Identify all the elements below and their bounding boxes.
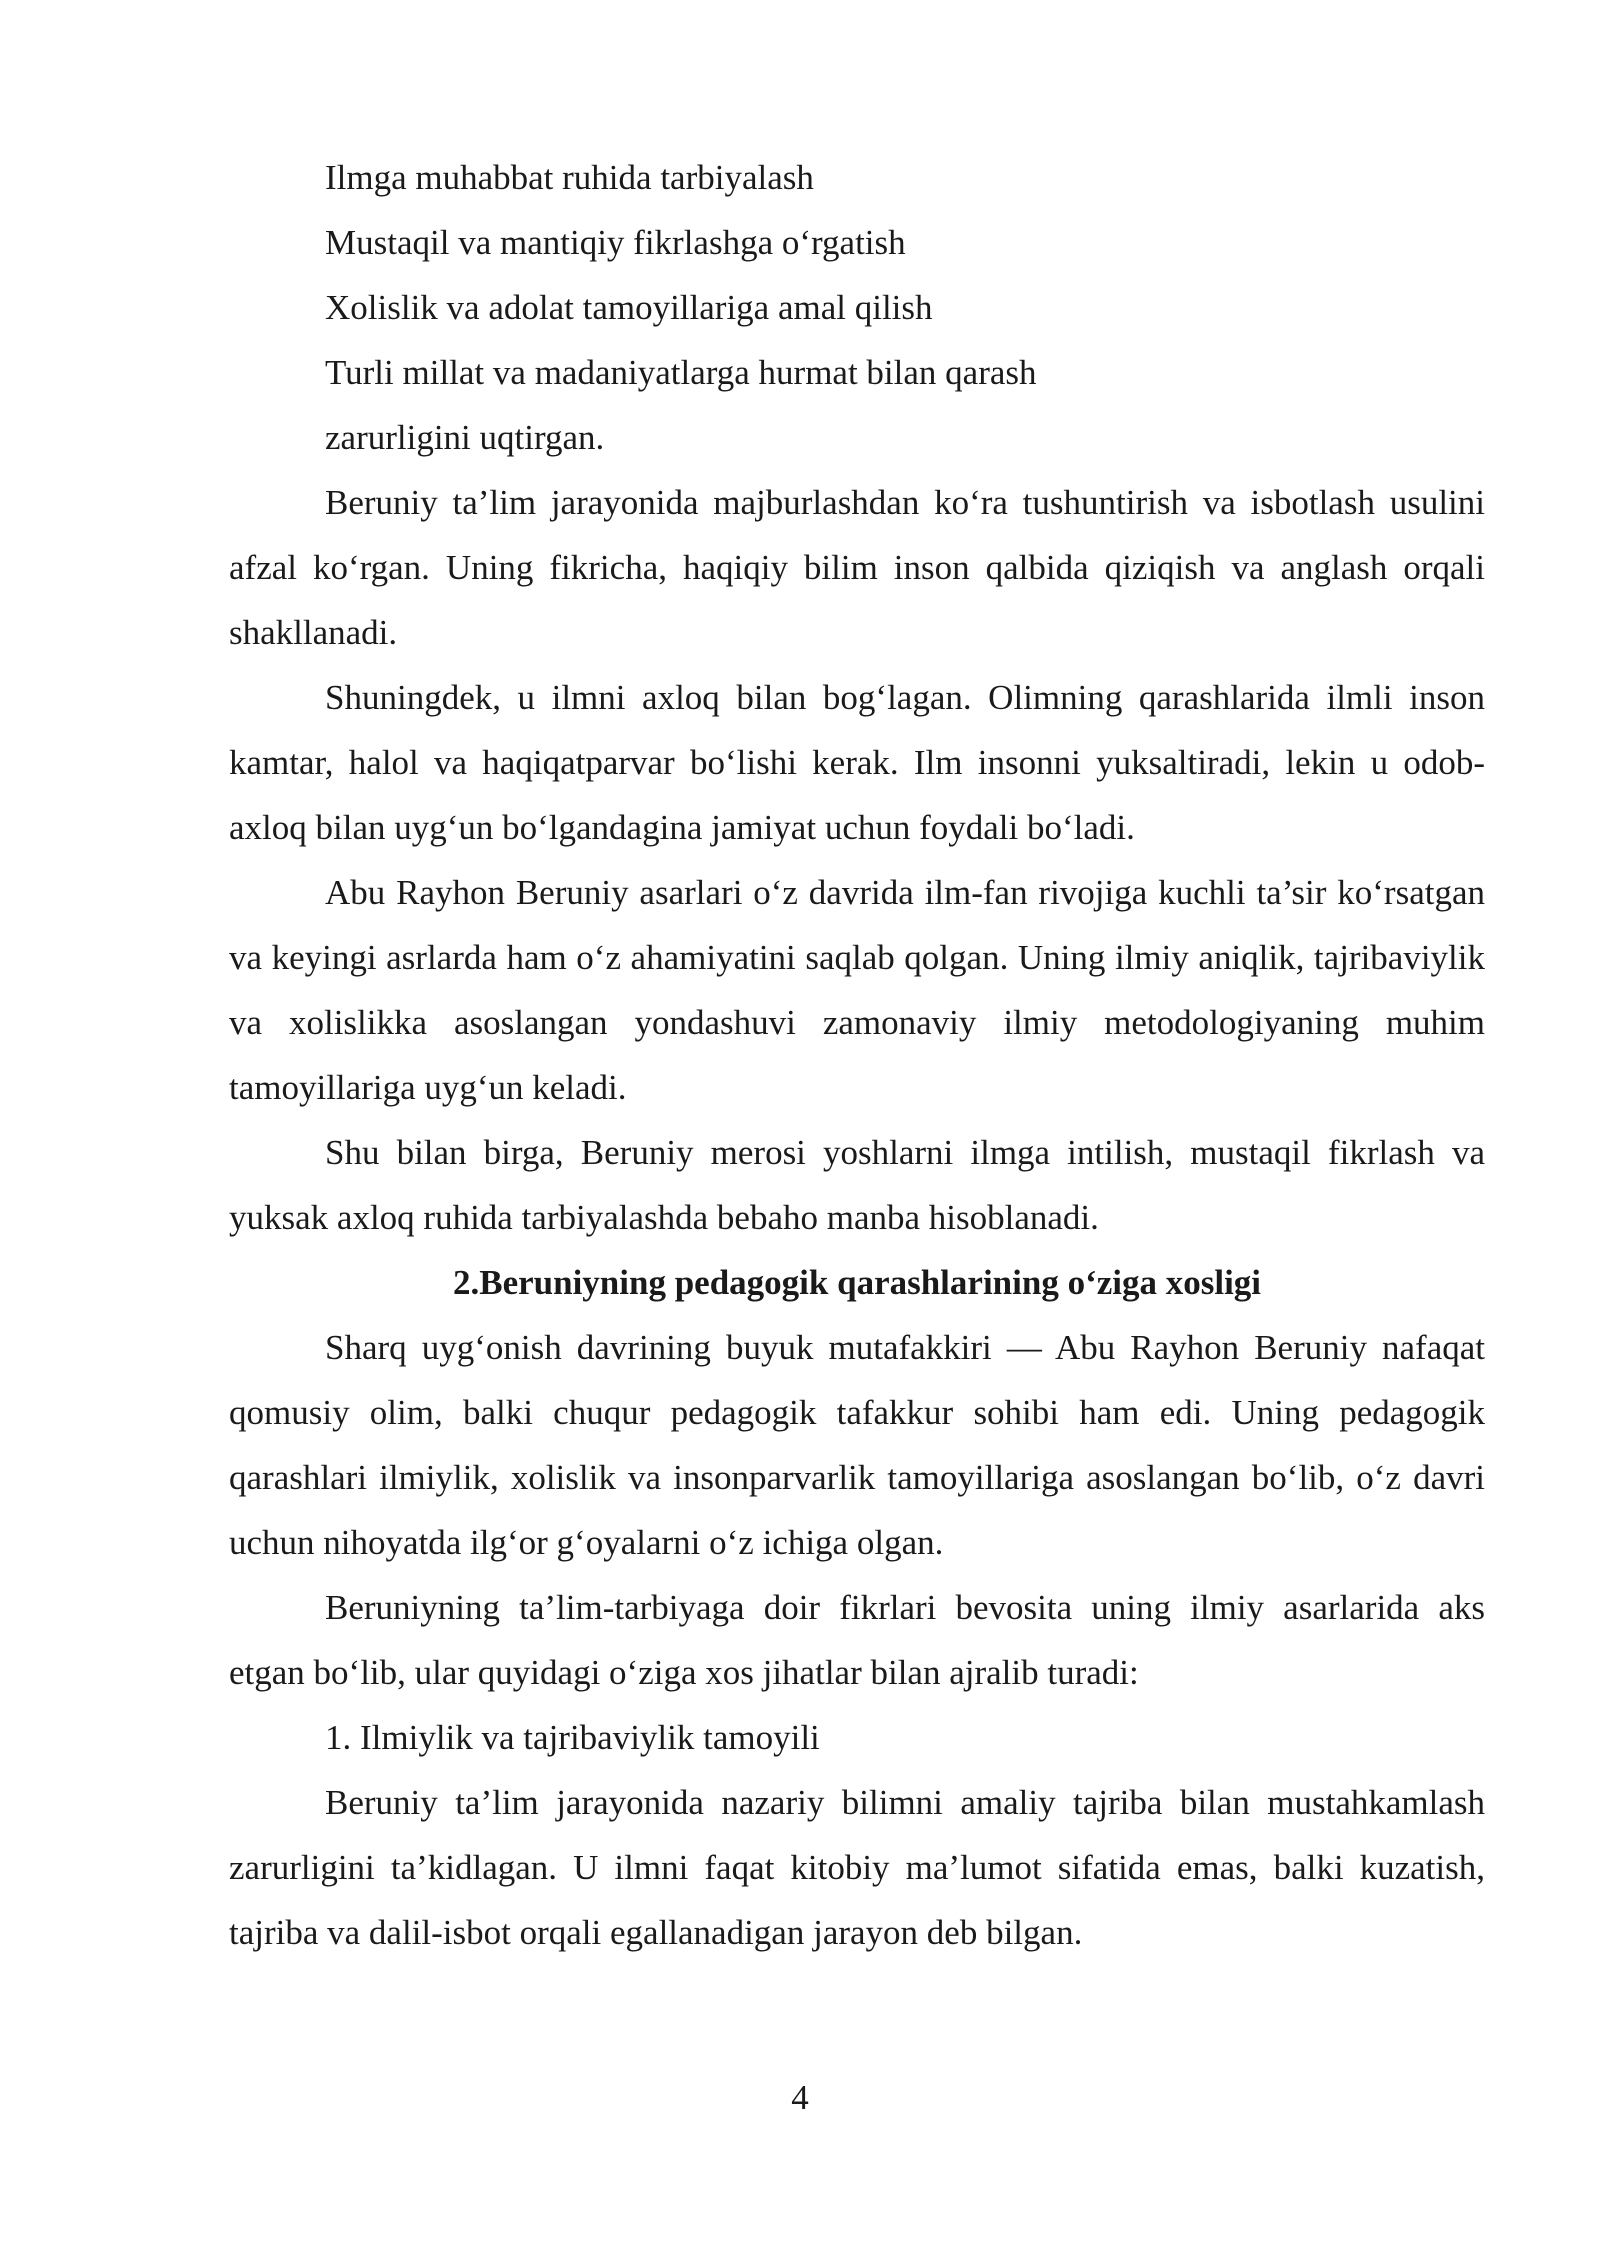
list-line: zarurligini uqtirgan. [325, 418, 605, 457]
paragraph: Sharq uyg‘onish davrining buyuk mutafakkiri — Abu Rayhon Beruniy nafaqat qomusiy olim, balki chuqur pedagogik tafakkur sohibi ham edi. Uning pedagogik qarashlari ilmiylik, xolislik va insonparvarlik tamoyillariga asoslangan bo‘lib, o‘z davri uchun nihoyatda ilg‘or g‘oyalarni o‘z ichiga olgan. [229, 1328, 1485, 1562]
body-text [229, 145, 1485, 1965]
page-number: 4 [791, 2078, 809, 2117]
paragraph: Beruniy ta’lim jarayonida nazariy bilimni amaliy tajriba bilan mustahkamlash zarurligini ta’kidlagan. U ilmni faqat kitobiy ma’lumot sifatida emas, balki kuzatish, tajriba va dalil-isbot orqali egallanadigan jarayon deb bilgan. [229, 1783, 1485, 1952]
section-heading: 2.Beruniyning pedagogik qarashlarining o‘ziga xosligi [452, 1263, 1262, 1302]
paragraph: Beruniyning ta’lim-tarbiyaga doir fikrlari bevosita uning ilmiy asarlarida aks etgan bo‘lib, ular quyidagi o‘ziga xos jihatlar bilan ajralib turadi: [229, 1588, 1485, 1692]
list-line: Xolislik va adolat tamoyillariga amal qilish [325, 288, 933, 327]
paragraph: Shu bilan birga, Beruniy merosi yoshlarni ilmga intilish, mustaqil fikrlash va yuksak axloq ruhida tarbiyalashda bebaho manba hisoblanadi. [229, 1133, 1485, 1237]
list-line: Ilmga muhabbat ruhida tarbiyalash [325, 158, 814, 197]
numbered-item: 1. Ilmiylik va tajribaviylik tamoyili [325, 1718, 820, 1757]
list-line: Mustaqil va mantiqiy fikrlashga o‘rgatish [325, 223, 906, 262]
paragraph: Shuningdek, u ilmni axloq bilan bog‘lagan. Olimning qarashlarida ilmli inson kamtar, halol va haqiqatparvar bo‘lishi kerak. Ilm insonni yuksaltiradi, lekin u odob-axloq bilan uyg‘un bo‘lgandagina jamiyat uchun foydali bo‘ladi. [229, 678, 1485, 847]
paragraph: Abu Rayhon Beruniy asarlari o‘z davrida ilm-fan rivojiga kuchli ta’sir ko‘rsatgan va keyingi asrlarda ham o‘z ahamiyatini saqlab qolgan. Uning ilmiy aniqlik, tajribaviylik va xolislikka asoslangan yondashuvi zamonaviy ilmiy metodologiyaning muhim tamoyillariga uyg‘un keladi. [229, 873, 1485, 1107]
paragraph: Beruniy ta’lim jarayonida majburlashdan ko‘ra tushuntirish va isbotlash usulini afzal ko‘rgan. Uning fikricha, haqiqiy bilim inson qalbida qiziqish va anglash orqali shakllanadi. [229, 483, 1485, 652]
list-line: Turli millat va madaniyatlarga hurmat bilan qarash [325, 353, 1037, 392]
